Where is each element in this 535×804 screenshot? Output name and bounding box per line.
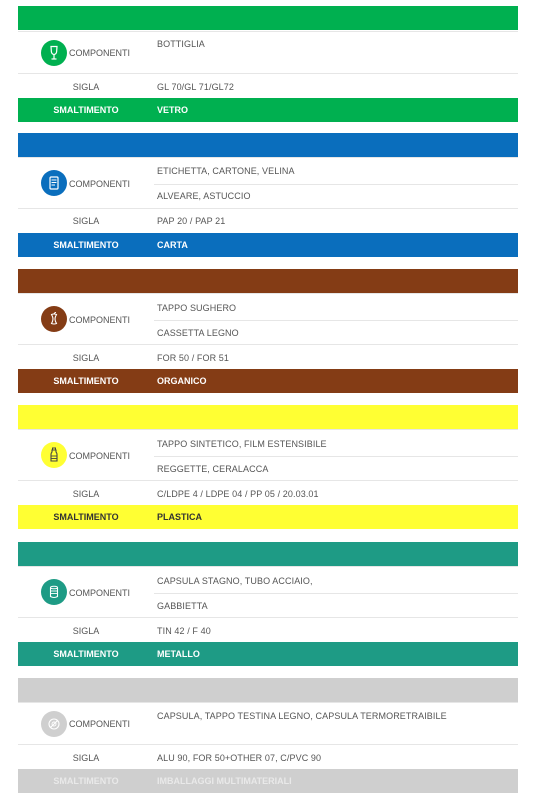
wine-glass-icon — [41, 40, 67, 66]
componenti-row — [18, 31, 518, 74]
plastic-bottle-icon — [41, 442, 67, 468]
header-bar — [18, 133, 518, 157]
componenti-row — [18, 429, 518, 481]
header-bar — [18, 269, 518, 293]
smaltimento-bar — [18, 98, 518, 122]
smaltimento-bar — [18, 505, 518, 529]
componenti-label: COMPONENTI — [69, 588, 131, 598]
componenti-label: COMPONENTI — [69, 315, 131, 325]
header-bar — [18, 6, 518, 30]
componenti-row — [18, 566, 518, 618]
sigla-label: SIGLA — [72, 82, 100, 92]
sigla-value: GL 70/GL 71/GL72 — [157, 82, 234, 92]
divider — [154, 184, 518, 185]
sigla-value: C/LDPE 4 / LDPE 04 / PP 05 / 20.03.01 — [157, 489, 319, 499]
section-multimateriali — [18, 678, 518, 802]
apple-core-icon — [41, 306, 67, 332]
componenti-value: TAPPO SUGHERO — [157, 303, 237, 313]
componenti-value: BOTTIGLIA — [157, 39, 205, 49]
componenti-value: CASSETTA LEGNO — [157, 328, 239, 338]
material-carta: CARTA — [157, 240, 188, 250]
componenti-label: COMPONENTI — [69, 451, 131, 461]
sigla-row — [18, 344, 518, 370]
componenti-label: COMPONENTI — [69, 179, 131, 189]
componenti-value: CAPSULA STAGNO, TUBO ACCIAIO, — [157, 576, 313, 586]
componenti-value: ALVEARE, ASTUCCIO — [157, 191, 251, 201]
material-plastica: PLASTICA — [157, 512, 202, 522]
material-metallo: METALLO — [157, 649, 200, 659]
smaltimento-bar — [18, 642, 518, 666]
smaltimento-label: SMALTIMENTO — [53, 512, 119, 522]
section-organico — [18, 269, 518, 394]
componenti-label: COMPONENTI — [69, 719, 131, 729]
divider — [154, 456, 518, 457]
smaltimento-label: SMALTIMENTO — [53, 649, 119, 659]
mixed-materials-icon — [41, 711, 67, 737]
sigla-row — [18, 744, 518, 770]
divider — [154, 593, 518, 594]
header-bar — [18, 678, 518, 702]
sigla-value: PAP 20 / PAP 21 — [157, 216, 226, 226]
sigla-label: SIGLA — [72, 753, 100, 763]
smaltimento-label: SMALTIMENTO — [53, 776, 119, 786]
componenti-value: GABBIETTA — [157, 601, 208, 611]
header-bar — [18, 405, 518, 429]
sigla-row — [18, 208, 518, 234]
header-bar — [18, 542, 518, 566]
componenti-value: REGGETTE, CERALACCA — [157, 464, 269, 474]
smaltimento-label: SMALTIMENTO — [53, 376, 119, 386]
sigla-label: SIGLA — [72, 353, 100, 363]
material-organico: ORGANICO — [157, 376, 207, 386]
smaltimento-label: SMALTIMENTO — [53, 240, 119, 250]
componenti-value: ETICHETTA, CARTONE, VELINA — [157, 166, 295, 176]
sigla-label: SIGLA — [72, 489, 100, 499]
divider — [154, 320, 518, 321]
componenti-row — [18, 157, 518, 209]
smaltimento-bar — [18, 233, 518, 257]
sigla-row — [18, 617, 518, 643]
sigla-row — [18, 480, 518, 506]
smaltimento-label: SMALTIMENTO — [53, 105, 119, 115]
section-carta — [18, 133, 518, 258]
sigla-value: ALU 90, FOR 50+OTHER 07, C/PVC 90 — [157, 753, 322, 763]
section-vetro — [18, 6, 518, 122]
paper-document-icon — [41, 170, 67, 196]
tin-can-icon — [41, 579, 67, 605]
sigla-row — [18, 73, 518, 99]
sigla-value: FOR 50 / FOR 51 — [157, 353, 230, 363]
smaltimento-bar — [18, 369, 518, 393]
sigla-label: SIGLA — [72, 216, 100, 226]
componenti-row — [18, 702, 518, 745]
componenti-value: CAPSULA, TAPPO TESTINA LEGNO, CAPSULA TERMORETRAIBILE — [157, 711, 447, 721]
componenti-label: COMPONENTI — [69, 48, 131, 58]
section-plastica — [18, 405, 518, 530]
smaltimento-bar — [18, 769, 518, 793]
componenti-row — [18, 293, 518, 345]
sigla-value: TIN 42 / F 40 — [157, 626, 211, 636]
componenti-value: TAPPO SINTETICO, FILM ESTENSIBILE — [157, 439, 327, 449]
sigla-label: SIGLA — [72, 626, 100, 636]
section-metallo — [18, 542, 518, 666]
material-multimateriali: IMBALLAGGI MULTIMATERIALI — [157, 776, 292, 786]
material-vetro: VETRO — [157, 105, 189, 115]
